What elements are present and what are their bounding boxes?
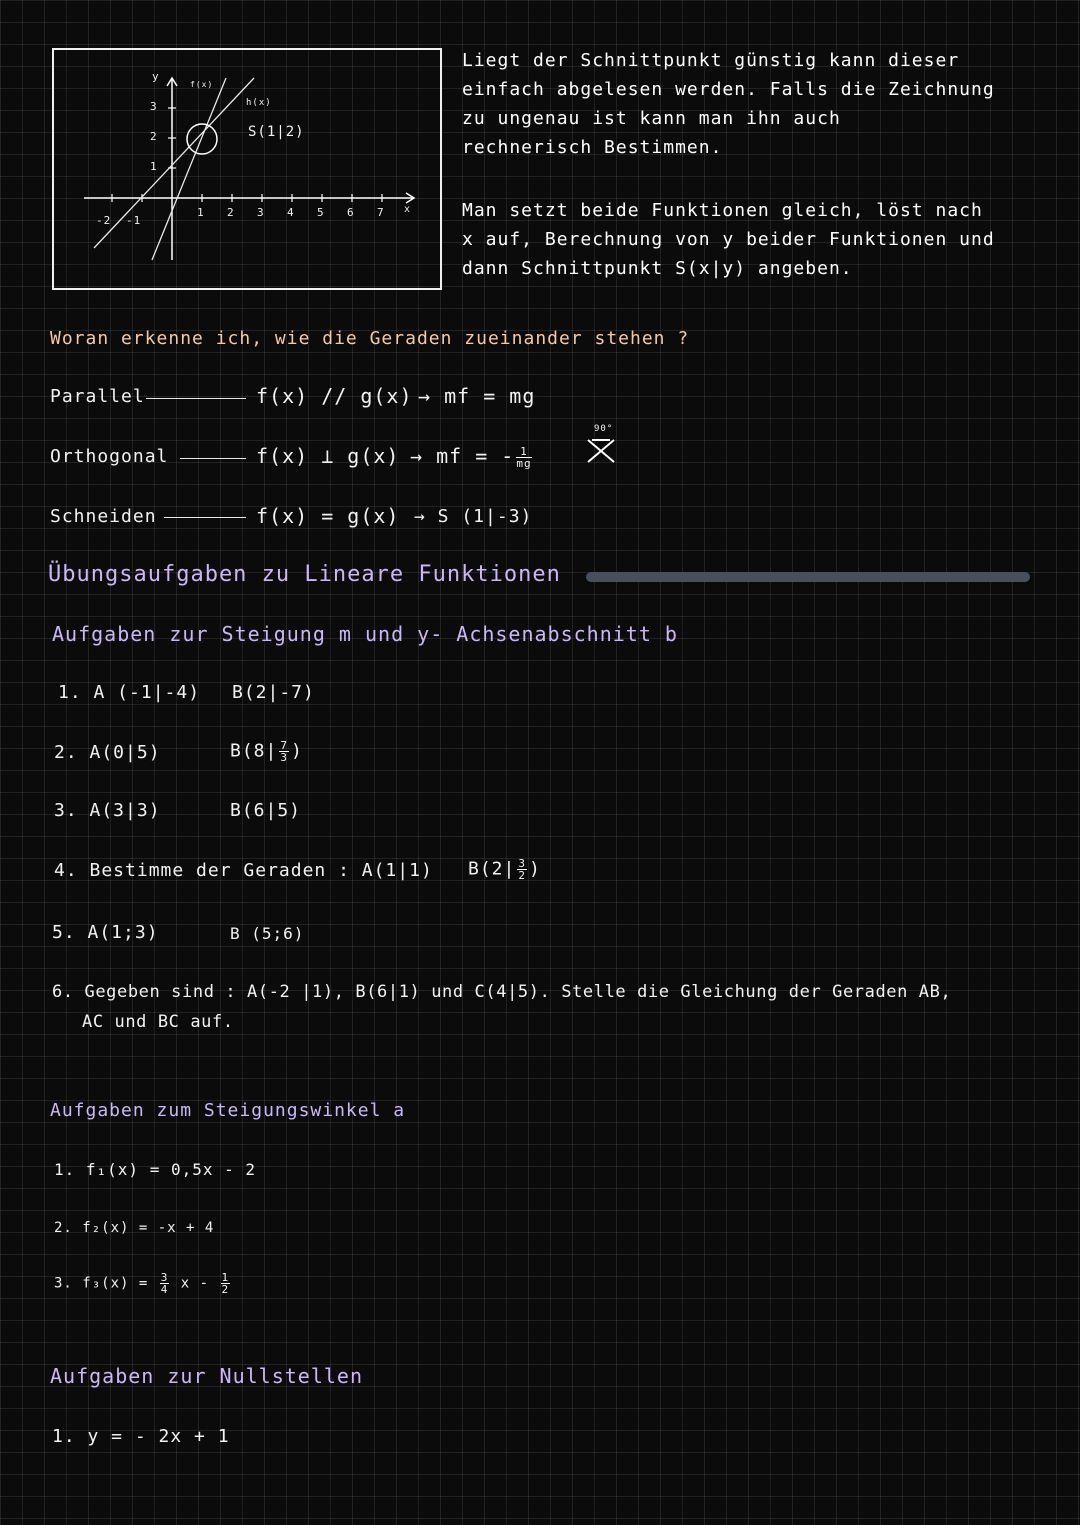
h-label: h(x) bbox=[246, 98, 272, 108]
parallel-connector bbox=[146, 398, 246, 399]
frac-denominator: 2 bbox=[518, 869, 526, 882]
function-graph bbox=[54, 50, 440, 288]
frac-numerator: 3 bbox=[518, 857, 526, 870]
y-tick-label: 1 bbox=[150, 160, 158, 173]
exercise-5b: B (5;6) bbox=[230, 924, 305, 943]
intro-line: zu ungenau ist kann man ihn auch bbox=[462, 108, 841, 129]
intro-paragraph-1 bbox=[462, 46, 995, 162]
exercise-4b-prefix: B(2| bbox=[468, 858, 516, 880]
exercise-2b-prefix: B(8| bbox=[230, 740, 278, 762]
angle-exercise-1: 1. f₁(x) = 0,5x - 2 bbox=[54, 1160, 257, 1179]
intersection-circle bbox=[187, 124, 217, 154]
intersection-label: S(1|2) bbox=[248, 124, 305, 140]
intro-line: rechnerisch Bestimmen. bbox=[462, 137, 723, 158]
exercise-1b: B(2|-7) bbox=[232, 682, 315, 703]
x-tick-label: 3 bbox=[257, 206, 265, 219]
section2-title: Aufgaben zum Steigungswinkel a bbox=[50, 1100, 406, 1121]
intro-line: einfach abgelesen werden. Falls die Zeichnung bbox=[462, 79, 995, 100]
exercise-2b-fraction bbox=[279, 740, 289, 763]
section3-title: Aufgaben zur Nullstellen bbox=[50, 1364, 363, 1388]
x-tick-label: -2 bbox=[96, 214, 112, 227]
h-line bbox=[94, 78, 254, 248]
x-tick-label: 4 bbox=[287, 206, 295, 219]
exercises-title: Übungsaufgaben zu Lineare Funktionen bbox=[48, 562, 561, 587]
parallel-label: Parallel bbox=[50, 386, 145, 407]
exercise-3b: B(6|5) bbox=[230, 800, 302, 821]
exercise-5a: 5. A(1;3) bbox=[52, 922, 159, 943]
orthogonal-result-prefix: → mf = - bbox=[410, 444, 515, 468]
exercise-6-line2: AC und BC auf. bbox=[82, 1012, 234, 1032]
frac-denominator: 4 bbox=[160, 1283, 169, 1296]
f-label: f(x) bbox=[190, 80, 214, 89]
schneiden-relation: f(x) = g(x) bbox=[256, 504, 400, 528]
right-angle-label: 90° bbox=[594, 424, 614, 434]
exercise-4b-suffix: ) bbox=[528, 858, 541, 880]
relations-heading: Woran erkenne ich, wie die Geraden zueinander stehen ? bbox=[50, 328, 690, 349]
frac-numerator: 1 bbox=[221, 1271, 230, 1284]
f-line bbox=[152, 78, 226, 260]
y-axis-label: y bbox=[152, 70, 160, 83]
right-angle-icon bbox=[584, 436, 618, 466]
frac-denominator: mg bbox=[516, 457, 532, 470]
intro-paragraph-2 bbox=[462, 196, 995, 283]
exercise-4: 4. Bestimme der Geraden : A(1|1) bbox=[54, 860, 433, 881]
title-underline-bar bbox=[586, 572, 1030, 582]
intro-line: Man setzt beide Funktionen gleich, löst nach bbox=[462, 200, 983, 221]
x-axis-label: x bbox=[404, 204, 412, 215]
orthogonal-label: Orthogonal bbox=[50, 446, 169, 467]
intro-line: x auf, Berechnung von y beider Funktionen und bbox=[462, 229, 995, 250]
schneiden-result: → S (1|-3) bbox=[414, 506, 533, 527]
parallel-relation: f(x) // g(x) bbox=[256, 384, 413, 408]
x-tick-label: -1 bbox=[126, 214, 142, 227]
exercise-1a: 1. A (-1|-4) bbox=[58, 682, 201, 703]
orthogonal-connector bbox=[180, 458, 246, 459]
frac-denominator: 3 bbox=[280, 751, 288, 764]
angle-exercise-3-fraction-2 bbox=[221, 1272, 231, 1295]
angle-exercise-3-mid: x - bbox=[180, 1275, 210, 1292]
section1-title: Aufgaben zur Steigung m und y- Achsenabschnitt b bbox=[52, 622, 678, 646]
exercise-2b bbox=[230, 740, 303, 763]
exercise-4b-fraction bbox=[517, 858, 527, 881]
frac-numerator: 7 bbox=[280, 739, 288, 752]
frac-numerator: 3 bbox=[160, 1271, 169, 1284]
zero-exercise-1: 1. y = - 2x + 1 bbox=[52, 1426, 230, 1447]
angle-exercise-2: 2. f₂(x) = -x + 4 bbox=[54, 1220, 215, 1236]
x-tick-label: 7 bbox=[377, 206, 385, 219]
schneiden-label: Schneiden bbox=[50, 506, 157, 527]
x-tick-label: 5 bbox=[317, 206, 325, 219]
intro-line: dann Schnittpunkt S(x|y) angeben. bbox=[462, 258, 853, 279]
intro-line: Liegt der Schnittpunkt günstig kann dieser bbox=[462, 50, 960, 71]
parallel-result: → mf = mg bbox=[418, 384, 536, 408]
y-tick-label: 2 bbox=[150, 130, 158, 143]
frac-denominator: 2 bbox=[221, 1283, 230, 1296]
angle-exercise-3-fraction-1 bbox=[160, 1272, 170, 1295]
orthogonal-relation: f(x) ⊥ g(x) bbox=[256, 444, 400, 468]
frac-numerator: 1 bbox=[516, 446, 531, 458]
exercise-6-line1: 6. Gegeben sind : A(-2 |1), B(6|1) und C(4|5). Stelle die Gleichung der Geraden AB, bbox=[52, 982, 952, 1002]
x-tick-label: 2 bbox=[227, 206, 235, 219]
y-tick-label: 3 bbox=[150, 100, 158, 113]
angle-exercise-3-prefix: 3. f₃(x) = bbox=[54, 1275, 149, 1292]
exercise-4b bbox=[468, 858, 541, 881]
exercise-3a: 3. A(3|3) bbox=[54, 800, 161, 821]
x-tick-label: 6 bbox=[347, 206, 355, 219]
exercise-2a: 2. A(0|5) bbox=[54, 742, 161, 763]
orthogonal-result bbox=[410, 444, 534, 469]
exercise-2b-suffix: ) bbox=[290, 740, 303, 762]
x-tick-label: 1 bbox=[197, 206, 205, 219]
angle-exercise-3 bbox=[54, 1272, 232, 1295]
schneiden-connector bbox=[164, 517, 246, 518]
graph-frame bbox=[52, 48, 442, 290]
orthogonal-fraction bbox=[516, 446, 531, 469]
